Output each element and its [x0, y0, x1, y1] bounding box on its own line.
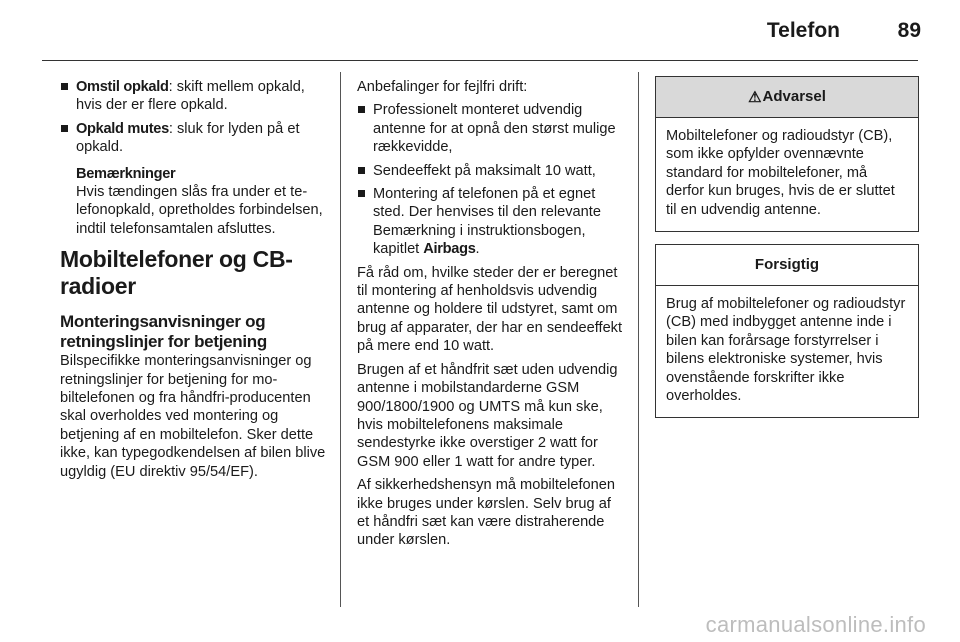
caution-box — [655, 244, 919, 418]
section-heading: Mobiltelefoner og CB-radioer — [60, 246, 293, 300]
column-1 — [60, 78, 326, 486]
bullet-item — [357, 101, 623, 156]
caution-title: Forsigtig — [754, 256, 820, 274]
notes-text: Hvis tændingen slås fra under et telefonopkald, opretholdes forbindelsen, indtil telefonsamtalen afsluttes. — [76, 184, 323, 237]
bullet-text: : sluk for lyden på et opkald. — [76, 120, 300, 156]
column-3 — [655, 76, 919, 430]
notes-title: Bemærkninger — [76, 165, 176, 182]
body-paragraph: Bilspecifikke monteringsanvisninger og retningslinjer for betjening for mobiltelefonen og fra håndfri-producenten skal overholdes ved montering og betjening af en mobiltelefon. Sker dette ikke, kan typegodkendelsen af bilen blive ugyldig (EU direktiv 95/54/EF). — [60, 353, 326, 480]
bullet-text: Montering af telefonen på et egnet sted. Der henvises til den relevante Bemærkning i instruktionsbogen, kapitlet — [373, 186, 601, 258]
bullet-lead: Opkald mutes — [76, 120, 169, 137]
bullet-square-icon — [61, 125, 68, 132]
bullet-end: . — [475, 241, 480, 258]
warning-title: Advarsel — [762, 88, 826, 105]
bullet-item — [60, 120, 326, 157]
bullet-square-icon — [61, 83, 68, 90]
column-2 — [357, 78, 623, 555]
warning-box — [655, 76, 919, 232]
warning-triangle-icon: ⚠ — [748, 89, 762, 106]
intro-text: Anbefalinger for fejlfri drift: — [357, 79, 528, 95]
bullet-text: Professionelt monteret udvendig antenne for at opnå den størst mulige rækkevidde, — [373, 102, 616, 156]
bullet-item — [357, 162, 623, 180]
header-divider — [42, 60, 918, 61]
bullet-square-icon — [358, 190, 365, 197]
bullet-square-icon — [358, 106, 365, 113]
body-paragraph: Af sikkerhedshensyn må mobiltelefonen ikke bruges under kørslen. Selv brug af et håndfri sæt kan være distraherende under kørslen. — [357, 477, 615, 549]
notes-block — [60, 165, 326, 239]
bullet-item — [357, 185, 623, 259]
warning-text: Mobiltelefoner og radioudstyr (CB), som ikke opfylder ovennævnte standard for mobiltelefoner, må derfor kun bruges, hvis de er sluttet til en udvendig antenne. — [666, 128, 895, 218]
airbags-reference[interactable]: Airbags — [423, 241, 476, 258]
bullet-text: Sendeeffekt på maksimalt 10 watt, — [373, 162, 596, 179]
caution-header — [656, 245, 918, 286]
caution-text: Brug af mobiltelefoner og radioudstyr (CB) med indbygget antenne inde i bilen kan forårsage forstyrrelser i bilens elektroniske systemer, hvis ovenstående forskrifter ikke overholdes. — [666, 296, 906, 405]
bullet-text: : skift mellem opkald, hvis der er flere opkald. — [76, 79, 305, 114]
subsection-heading: Monteringsanvisninger og retningslinjer for betjening — [60, 312, 267, 352]
column-divider-1 — [340, 72, 341, 607]
warning-header — [656, 77, 918, 118]
watermark: carmanualsonline.info — [705, 612, 926, 637]
page-number: 89 — [897, 19, 921, 42]
column-divider-2 — [638, 72, 639, 607]
body-paragraph: Brugen af et håndfrit sæt uden udvendig antenne i mobilstandarderne GSM 900/1800/1900 og UMTS må kun ske, hvis mobiltelefonens maksimale sendestyrke ikke overstiger 2 watt for GSM 900 eller 1 watt for andre typer. — [357, 361, 618, 470]
bullet-lead: Omstil opkald — [76, 79, 169, 95]
bullet-square-icon — [358, 167, 365, 174]
bullet-item — [60, 78, 326, 115]
body-paragraph: Få råd om, hvilke steder der er beregnet til montering af henholdsvis udvendig antenne og holdere til udstyret, samt om brug af apparater, der har en sendeeffekt på mere end 10 watt. — [357, 264, 623, 355]
page-header-title: Telefon — [766, 19, 840, 42]
